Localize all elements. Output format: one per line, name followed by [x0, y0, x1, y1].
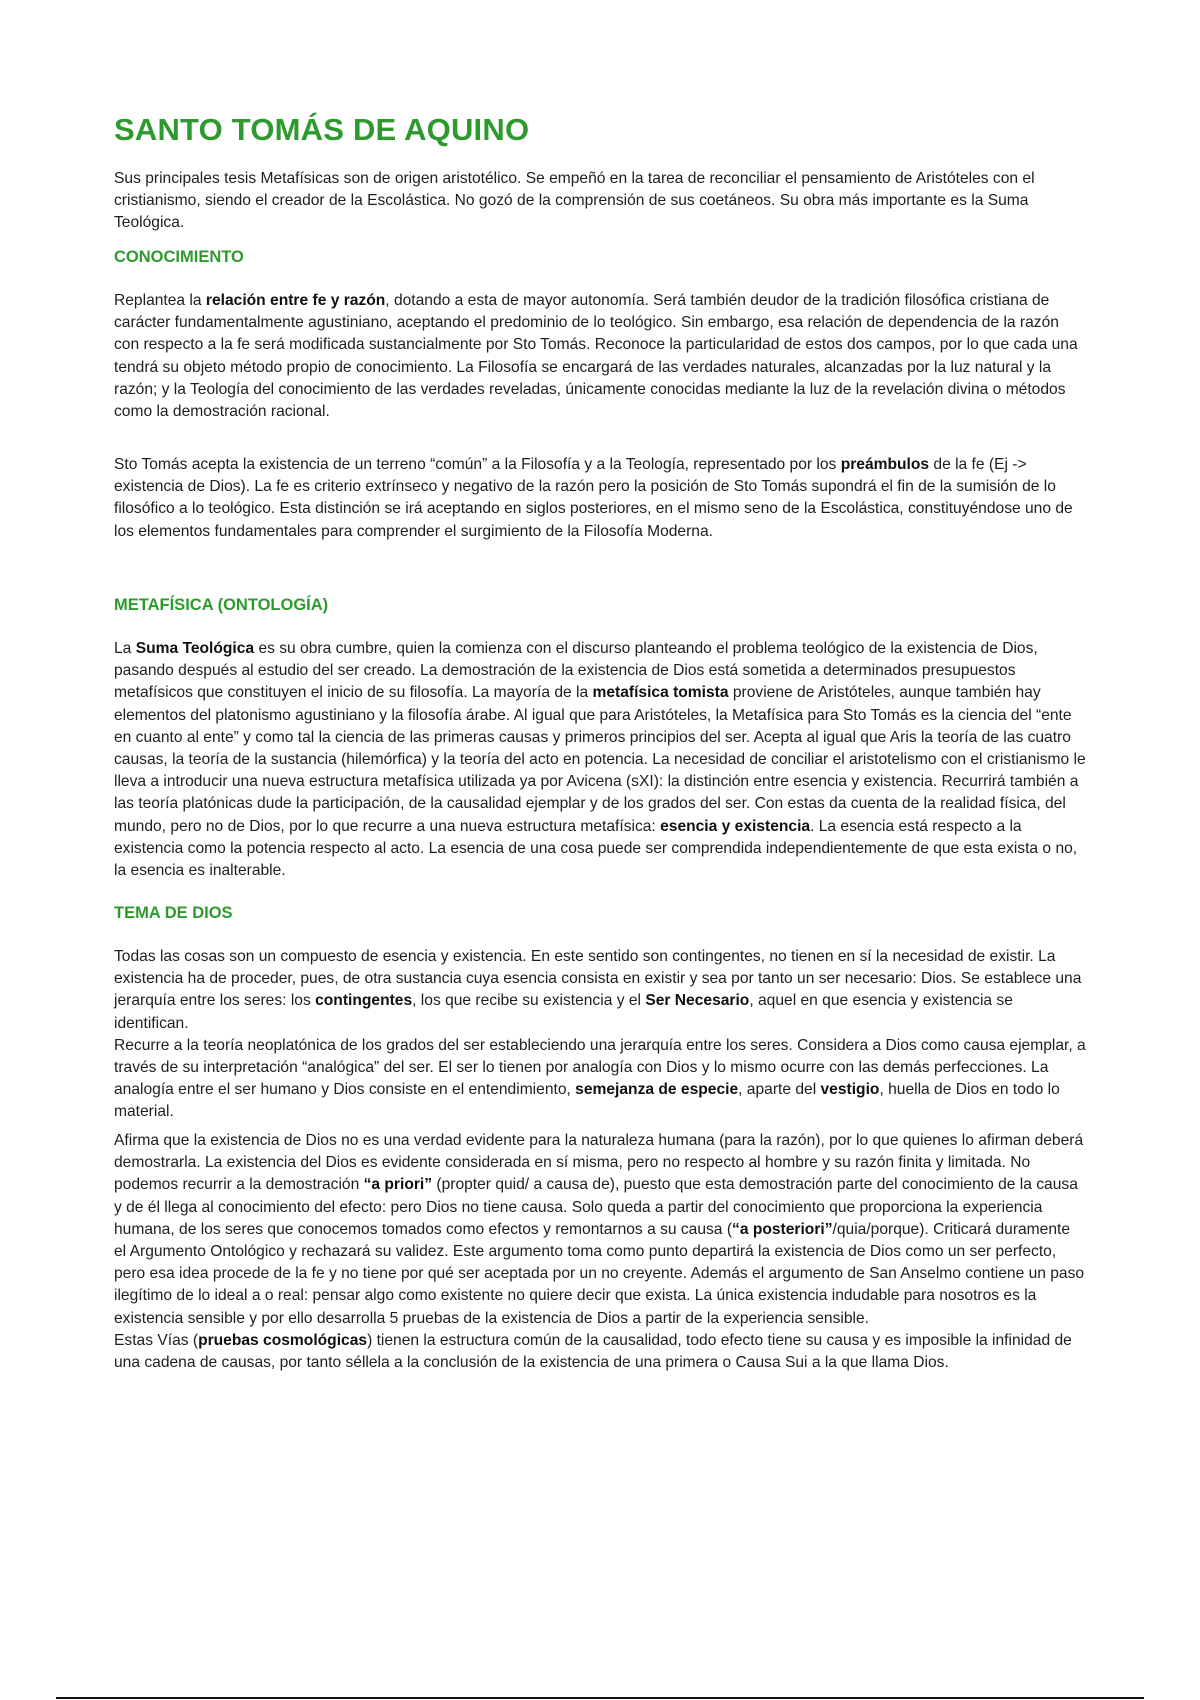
text-run: Estas Vías (: [114, 1331, 199, 1349]
bold-term: metafísica tomista: [592, 684, 729, 702]
text-run: La: [114, 640, 136, 657]
text-run: Recurre a la teoría neoplatónica de los grados del ser estableciendo una jerarquía entre los seres. Considera a Dios como causa ejemplar, a través de su interpretación “analógica” del ser. El ser lo tienen por analogía con Dios y lo mismo ocurre con las demás perfecciones. La analogía entre el ser humano y Dios consiste en el entendimiento,: [114, 1036, 1086, 1099]
metafisica-paragraph-1: [114, 638, 1086, 882]
dios-paragraph-2: [114, 1130, 1086, 1374]
text-run: , aparte del: [738, 1081, 821, 1099]
text-run: es su obra cumbre, quien la comienza con el discurso planteando el problema teológico de la existencia de Dios, pasando después al estudio del ser creado. La demostración de la existencia de Dios está sometida a determinados presupuestos metafísicos que constituyen el inicio de su filosofía. La mayoría de la: [114, 640, 1038, 702]
text-run: , huella de Dios en todo lo material.: [114, 1081, 1060, 1121]
dios-paragraph-1: [114, 946, 1086, 1124]
text-run: . La esencia está respecto a la existencia como la potencia respecto al acto. La esencia de una cosa puede ser comprendida independientemente de que esta exista o no, la esencia es inalterable.: [114, 817, 1078, 880]
bold-term: preámbulos: [840, 456, 930, 473]
bold-term: Suma Teológica: [135, 640, 255, 657]
bold-term: vestigio: [820, 1081, 880, 1099]
text-run: , aquel en que esencia y existencia se identifican.: [114, 992, 1013, 1032]
page-bottom-rule: [56, 1697, 1144, 1699]
section-heading-conocimiento: CONOCIMIENTO: [114, 248, 244, 266]
bold-term: relación entre fe y razón: [205, 292, 386, 309]
bold-term: pruebas cosmológicas: [198, 1331, 368, 1349]
text-run: , los que recibe su existencia y el: [412, 992, 646, 1010]
text-run: Sto Tomás acepta la existencia de un terreno “común” a la Filosofía y a la Teología, representado por los: [114, 456, 841, 473]
text-run: /quia/porque). Criticará duramente el Argumento Ontológico y rechazará su validez. Este argumento toma como punto departirá la existencia de Dios como un ser perfecto, pero esa idea procede de la fe y no tiene por qué ser aceptada por un no creyente. Además el argumento de San Anselmo contiene un paso ilegítimo de lo ideal a o real: pensar algo como existente no quiere decir que exista. La única existencia indudable para nosotros es la existencia sensible y por ello desarrolla 5 pruebas de la existencia de Dios a partir de la experiencia sensible.: [114, 1220, 1085, 1327]
bold-term: “a priori”: [363, 1176, 433, 1194]
text-run: Sus principales tesis Metafísicas son de origen aristotélico. Se empeñó en la tarea de reconciliar el pensamiento de Aristóteles con el cristianismo, siendo el creador de la Escolástica. No gozó de la comprensión de sus coetáneos. Su obra más importante es la Suma Teológica.: [114, 170, 1035, 232]
bold-term: Ser Necesario: [645, 992, 750, 1010]
text-run: de la fe (Ej -> existencia de Dios). La fe es criterio extrínseco y negativo de la razón pero la posición de Sto Tomás supondrá el fin de la sumisión de lo filosófico a lo teológico. Esta distinción se irá aceptando en siglos posteriores, en el mismo seno de la Escolástica, constituyéndose uno de los elementos fundamentales para comprender el surgimiento de la Filosofía Moderna.: [114, 456, 1073, 540]
text-run: proviene de Aristóteles, aunque también hay elementos del platonismo agustiniano y la filosofía árabe. Al igual que para Aristóteles, la Metafísica para Sto Tomás es la ciencia del “ente en cuanto al ente” y como tal la ciencia de las primeras causas y primeros principios del ser. Acepta al igual que Aris la teoría de las cuatro causas, la teoría de la sustancia (hilemórfica) y la teoría del acto en potencia. La necesidad de conciliar el aristotelismo con el cristianismo le lleva a introducir una nueva estructura metafísica utilizada ya por Avicena (sXI): la distinción entre esencia y existencia. Recurrirá también a las teoría platónicas dude la participación, de la causalidad ejemplar y de los grados del ser. Con estas da cuenta de la realidad física, del mundo, pero no de Dios, por lo que recurre a una nueva estructura metafísica:: [114, 684, 1086, 835]
conocimiento-paragraph-1: [114, 290, 1086, 423]
section-heading-metafisica: METAFÍSICA (ONTOLOGÍA): [114, 596, 329, 614]
text-run: Afirma que la existencia de Dios no es una verdad evidente para la naturaleza humana (para la razón), por lo que quienes lo afirman deberá demostrarla. La existencia del Dios es evidente considerada en sí misma, pero no respecto al hombre y su razón finita y limitada. No podemos recurrir a la demostración: [114, 1132, 1084, 1194]
text-run: (propter quid/ a causa de), puesto que esta demostración parte del conocimiento de la causa y de él llega al conocimiento del efecto: pero Dios no tiene causa. Solo queda a partir del conocimiento que proporciona la experiencia humana, de los seres que conocemos tomados como efectos y remontarnos a su causa (: [114, 1176, 1078, 1238]
text-run: , dotando a esta de mayor autonomía. Será también deudor de la tradición filosófica cristiana de carácter fundamentalmente agustiniano, aceptando el predominio de lo teológico. Sin embargo, esa relación de dependencia de la razón con respecto a la fe será modificada sustancialmente por Sto Tomás. Reconoce la particularidad de estos dos campos, por lo que cada una tendrá su objeto método propio de conocimiento. La Filosofía se encargará de las verdades naturales, alcanzadas por la luz natural y la razón; y la Teología del conocimiento de las verdades reveladas, únicamente conocidas mediante la luz de la revelación divina o métodos como la demostración racional.: [114, 292, 1078, 421]
text-run: Todas las cosas son un compuesto de esencia y existencia. En este sentido son contingentes, no tienen en sí la necesidad de existir. La existencia ha de proceder, pues, de otra sustancia cuya esencia consista en existir y sea por tanto un ser necesario: Dios. Se establece una jerarquía entre los seres: los: [114, 948, 1082, 1010]
bold-term: semejanza de especie: [575, 1081, 739, 1099]
text-run: ) tienen la estructura común de la causalidad, todo efecto tiene su causa y es imposible la infinidad de una cadena de causas, por tanto séllela a la conclusión de la existencia de una primera o Causa Sui a la que llama Dios.: [114, 1331, 1072, 1372]
conocimiento-paragraph-2: [114, 454, 1086, 543]
text-run: Replantea la: [114, 292, 206, 309]
document-title: SANTO TOMÁS DE AQUINO: [114, 112, 530, 147]
bold-term: contingentes: [315, 992, 413, 1010]
section-heading-tema-de-dios: TEMA DE DIOS: [114, 904, 233, 922]
bold-term: “a posteriori”: [732, 1220, 833, 1238]
bold-term: esencia y existencia: [660, 817, 811, 835]
intro-paragraph: [114, 168, 1086, 235]
